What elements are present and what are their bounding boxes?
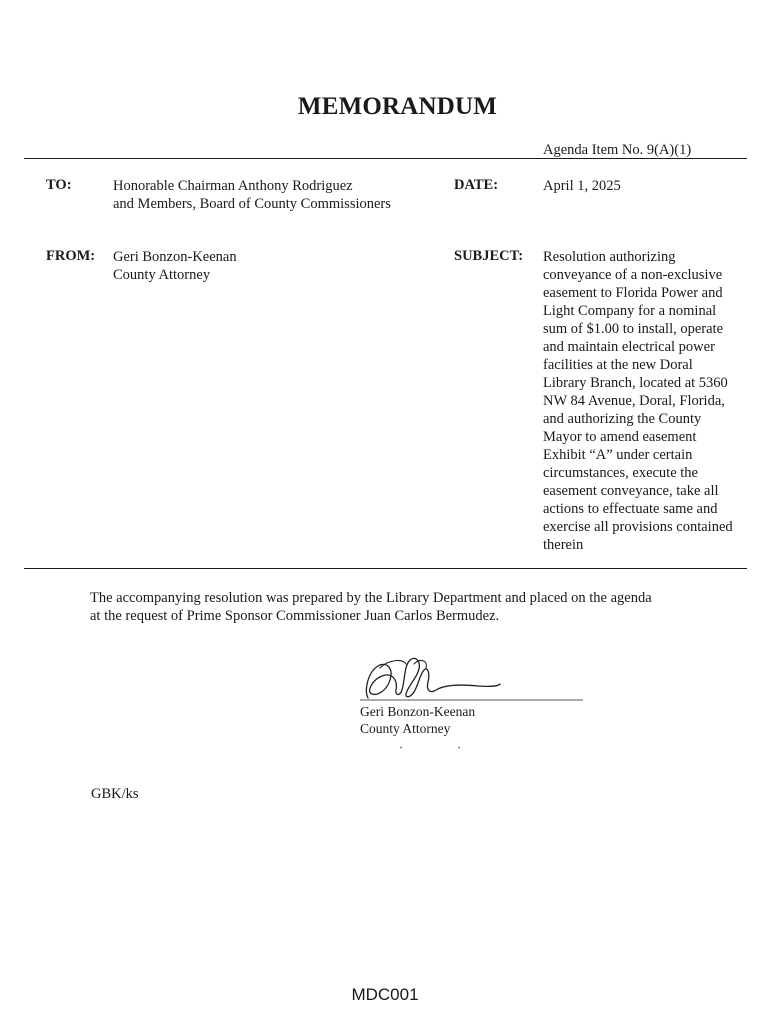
signatory-name: Geri Bonzon-Keenan: [360, 704, 476, 719]
subject-line: conveyance of a non-exclusive: [543, 267, 723, 283]
date-value: April 1, 2025: [543, 178, 621, 194]
from-sender: [113, 248, 237, 284]
signature-name-block: [360, 703, 475, 737]
body-paragraph: [90, 589, 730, 625]
subject-line: therein: [543, 537, 584, 553]
to-label: TO:: [46, 177, 72, 193]
handwritten-signature: [358, 650, 588, 710]
subject-line: facilities at the new Doral: [543, 357, 693, 373]
signature-stroke: [366, 658, 500, 698]
subject-line: Mayor to amend easement: [543, 429, 697, 445]
subject-line: Light Company for a nominal: [543, 303, 717, 319]
subject-line: Library Branch, located at 5360: [543, 375, 728, 391]
subject-label: SUBJECT:: [454, 248, 524, 264]
to-line: Honorable Chairman Anthony Rodriguez: [113, 178, 353, 194]
from-line: County Attorney: [113, 267, 211, 283]
subject-line: exercise all provisions contained: [543, 519, 733, 535]
top-divider: [24, 158, 747, 159]
scan-speck-marks: [372, 746, 472, 749]
typist-initials: GBK/ks: [91, 786, 139, 802]
document-code: MDC001: [351, 985, 419, 1004]
subject-line: and maintain electrical power: [543, 339, 715, 355]
from-line: Geri Bonzon-Keenan: [113, 249, 237, 265]
subject-line: actions to effectuate same and: [543, 501, 718, 517]
date-label: DATE:: [454, 177, 499, 193]
subject-text: [543, 248, 733, 554]
scan-speck: [400, 747, 402, 749]
signatory-title: County Attorney: [360, 721, 451, 736]
scan-speck: [458, 747, 460, 749]
subject-line: easement to Florida Power and: [543, 285, 723, 301]
body-line: The accompanying resolution was prepared by the Library Department and placed on the agenda: [90, 590, 652, 606]
page-title: MEMORANDUM: [297, 93, 498, 120]
bottom-divider: [24, 568, 747, 569]
from-label: FROM:: [46, 248, 96, 264]
subject-line: Exhibit “A” under certain: [543, 447, 693, 463]
subject-line: Resolution authorizing: [543, 249, 676, 265]
body-line: at the request of Prime Sponsor Commissioner Juan Carlos Bermudez.: [90, 608, 500, 624]
subject-line: circumstances, execute the: [543, 465, 698, 481]
subject-line: and authorizing the County: [543, 411, 702, 427]
to-line: and Members, Board of County Commissioners: [113, 196, 391, 212]
to-recipients: [113, 177, 391, 213]
subject-line: NW 84 Avenue, Doral, Florida,: [543, 393, 725, 409]
subject-line: sum of $1.00 to install, operate: [543, 321, 724, 337]
agenda-item-number: Agenda Item No. 9(A)(1): [543, 142, 692, 158]
subject-line: easement conveyance, take all: [543, 483, 719, 499]
